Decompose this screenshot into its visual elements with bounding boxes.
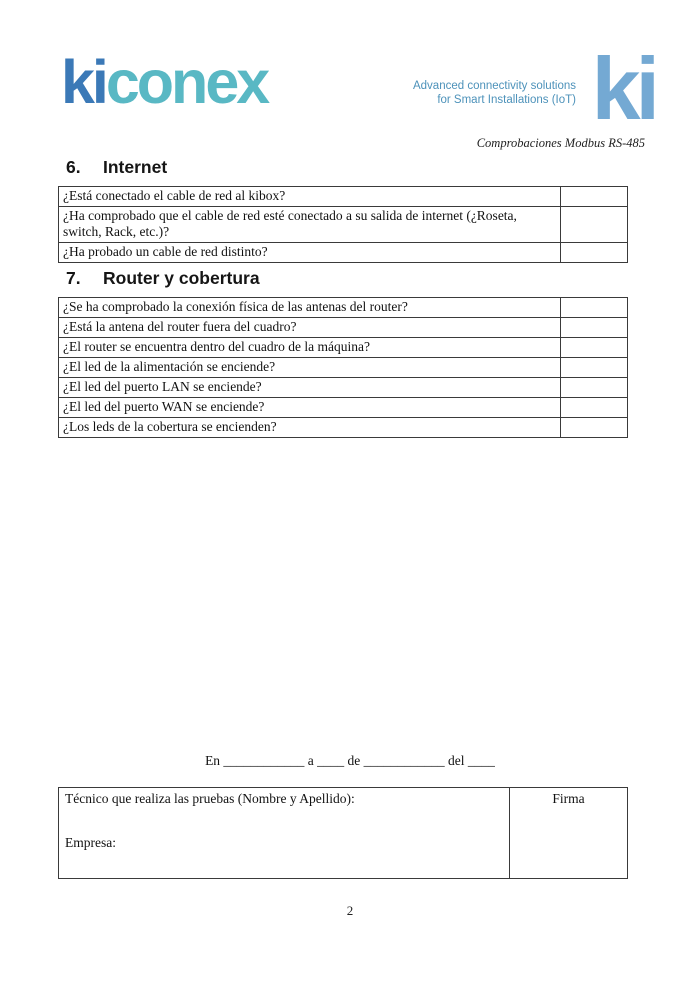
firma-label: Firma bbox=[552, 791, 585, 806]
kiconex-logo-ki-part: ki bbox=[61, 48, 106, 116]
check-cell bbox=[561, 298, 628, 318]
table-row bbox=[59, 243, 628, 263]
signature-cell bbox=[510, 788, 628, 879]
question-cell: ¿Se ha comprobado la conexión física de las antenas del router? bbox=[59, 298, 561, 318]
question-cell: ¿El led del puerto WAN se enciende? bbox=[59, 398, 561, 418]
table-row bbox=[59, 398, 628, 418]
check-cell bbox=[561, 187, 628, 207]
question-cell: ¿Ha probado un cable de red distinto? bbox=[59, 243, 561, 263]
table-row bbox=[59, 378, 628, 398]
internet-checklist-table bbox=[58, 186, 628, 263]
question-cell: ¿Está la antena del router fuera del cuadro? bbox=[59, 318, 561, 338]
technician-cell bbox=[59, 788, 510, 879]
question-cell: ¿El router se encuentra dentro del cuadro de la máquina? bbox=[59, 338, 561, 358]
company-label: Empresa: bbox=[65, 835, 116, 850]
table-row bbox=[59, 338, 628, 358]
section-7-heading bbox=[66, 268, 260, 289]
kiconex-logo-conex-part: conex bbox=[105, 48, 268, 116]
check-cell bbox=[561, 398, 628, 418]
tagline-line-2: for Smart Installations (IoT) bbox=[437, 94, 576, 106]
section-7-number: 7. bbox=[66, 268, 81, 288]
check-cell bbox=[561, 318, 628, 338]
check-cell bbox=[561, 338, 628, 358]
question-cell: ¿Está conectado el cable de red al kibox? bbox=[59, 187, 561, 207]
technician-label: Técnico que realiza las pruebas (Nombre y Apellido): bbox=[65, 791, 355, 806]
table-row bbox=[59, 788, 628, 879]
table-row bbox=[59, 207, 628, 243]
check-cell bbox=[561, 358, 628, 378]
question-cell: ¿El led de la alimentación se enciende? bbox=[59, 358, 561, 378]
date-fill-in-line: En ____________ a ____ de ____________ del ____ bbox=[205, 753, 495, 768]
header-tagline bbox=[413, 79, 576, 107]
section-7-title: Router y cobertura bbox=[103, 268, 260, 288]
question-cell: ¿Los leds de la cobertura se encienden? bbox=[59, 418, 561, 438]
section-6-heading bbox=[66, 157, 167, 178]
ki-corner-logo: ki bbox=[591, 39, 655, 138]
table-row bbox=[59, 318, 628, 338]
check-cell bbox=[561, 418, 628, 438]
document-title: Comprobaciones Modbus RS-485 bbox=[476, 136, 645, 150]
table-row bbox=[59, 187, 628, 207]
table-row bbox=[59, 298, 628, 318]
check-cell bbox=[561, 207, 628, 243]
check-cell bbox=[561, 243, 628, 263]
check-cell bbox=[561, 378, 628, 398]
question-cell: ¿Ha comprobado que el cable de red esté conectado a su salida de internet (¿Roseta, switch, Rack, etc.)? bbox=[59, 207, 561, 243]
table-row bbox=[59, 418, 628, 438]
table-row bbox=[59, 358, 628, 378]
router-checklist-table bbox=[58, 297, 628, 438]
tagline-line-1: Advanced connectivity solutions bbox=[412, 80, 576, 92]
section-6-number: 6. bbox=[66, 157, 81, 177]
page-number: 2 bbox=[346, 903, 354, 918]
signature-table bbox=[58, 787, 628, 879]
question-cell: ¿El led del puerto LAN se enciende? bbox=[59, 378, 561, 398]
section-6-title: Internet bbox=[103, 157, 168, 177]
kiconex-logo bbox=[61, 48, 268, 116]
